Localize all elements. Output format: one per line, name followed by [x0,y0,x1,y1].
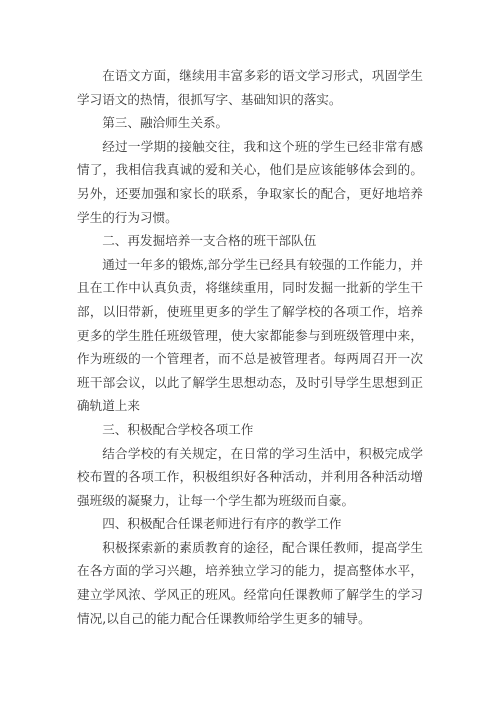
heading-school-work: 三、积极配合学校各项工作 [102,421,254,437]
heading-class-cadres: 二、再发掘培养一支合格的班干部队伍 [102,233,317,249]
paragraph-school-work: 结合学校的有关规定，在日常的学习生活中，积极完成学校布置的各项工作，积极组织好各种活动，并利用各种活动增强班级的凝聚力，让每一个学生都为班级而自豪。 [77,445,423,508]
document-body [77,64,423,630]
paragraph-chinese-study: 在语文方面，继续用丰富多彩的语文学习形式，巩固学生学习语文的热情，很抓写字、基础知识的落实。 [77,68,423,107]
paragraph-teaching-cooperation: 积极探索新的素质教育的途径，配合课任教师，提高学生在各方面的学习兴趣，培养独立学习的能力，提高整体水平，建立学风浓、学风正的班风。经常向任课教师了解学生的学习情况,以自己的能力配合任课教师给学生更多的辅导。 [77,539,423,626]
paragraph-relations: 经过一学期的接触交往，我和这个班的学生已经非常有感情了，我相信我真诚的爱和关心，他们是应该能够体会到的。另外，还要加强和家长的联系，争取家长的配合，更好地培养学生的行为习惯。 [77,138,423,225]
heading-teacher-student-relations: 第三、融洽师生关系。 [102,115,229,131]
paragraph-class-cadres: 通过一年多的锻炼,部分学生已经具有较强的工作能力，并且在工作中认真负责，将继续重用，同时发掘一批新的学生干部，以旧带新，使班里更多的学生了解学校的各项工作，培养更多的学生胜任班级管理，使大家都能参与到班级管理中来，作为班级的一个管理者，而不总是被管理者。每两周召开一次班干部会议，以此了解学生思想动态，及时引导学生思想到正确轨道上来 [77,256,423,414]
heading-teaching-cooperation: 四、积极配合任课老师进行有序的教学工作 [102,516,342,532]
